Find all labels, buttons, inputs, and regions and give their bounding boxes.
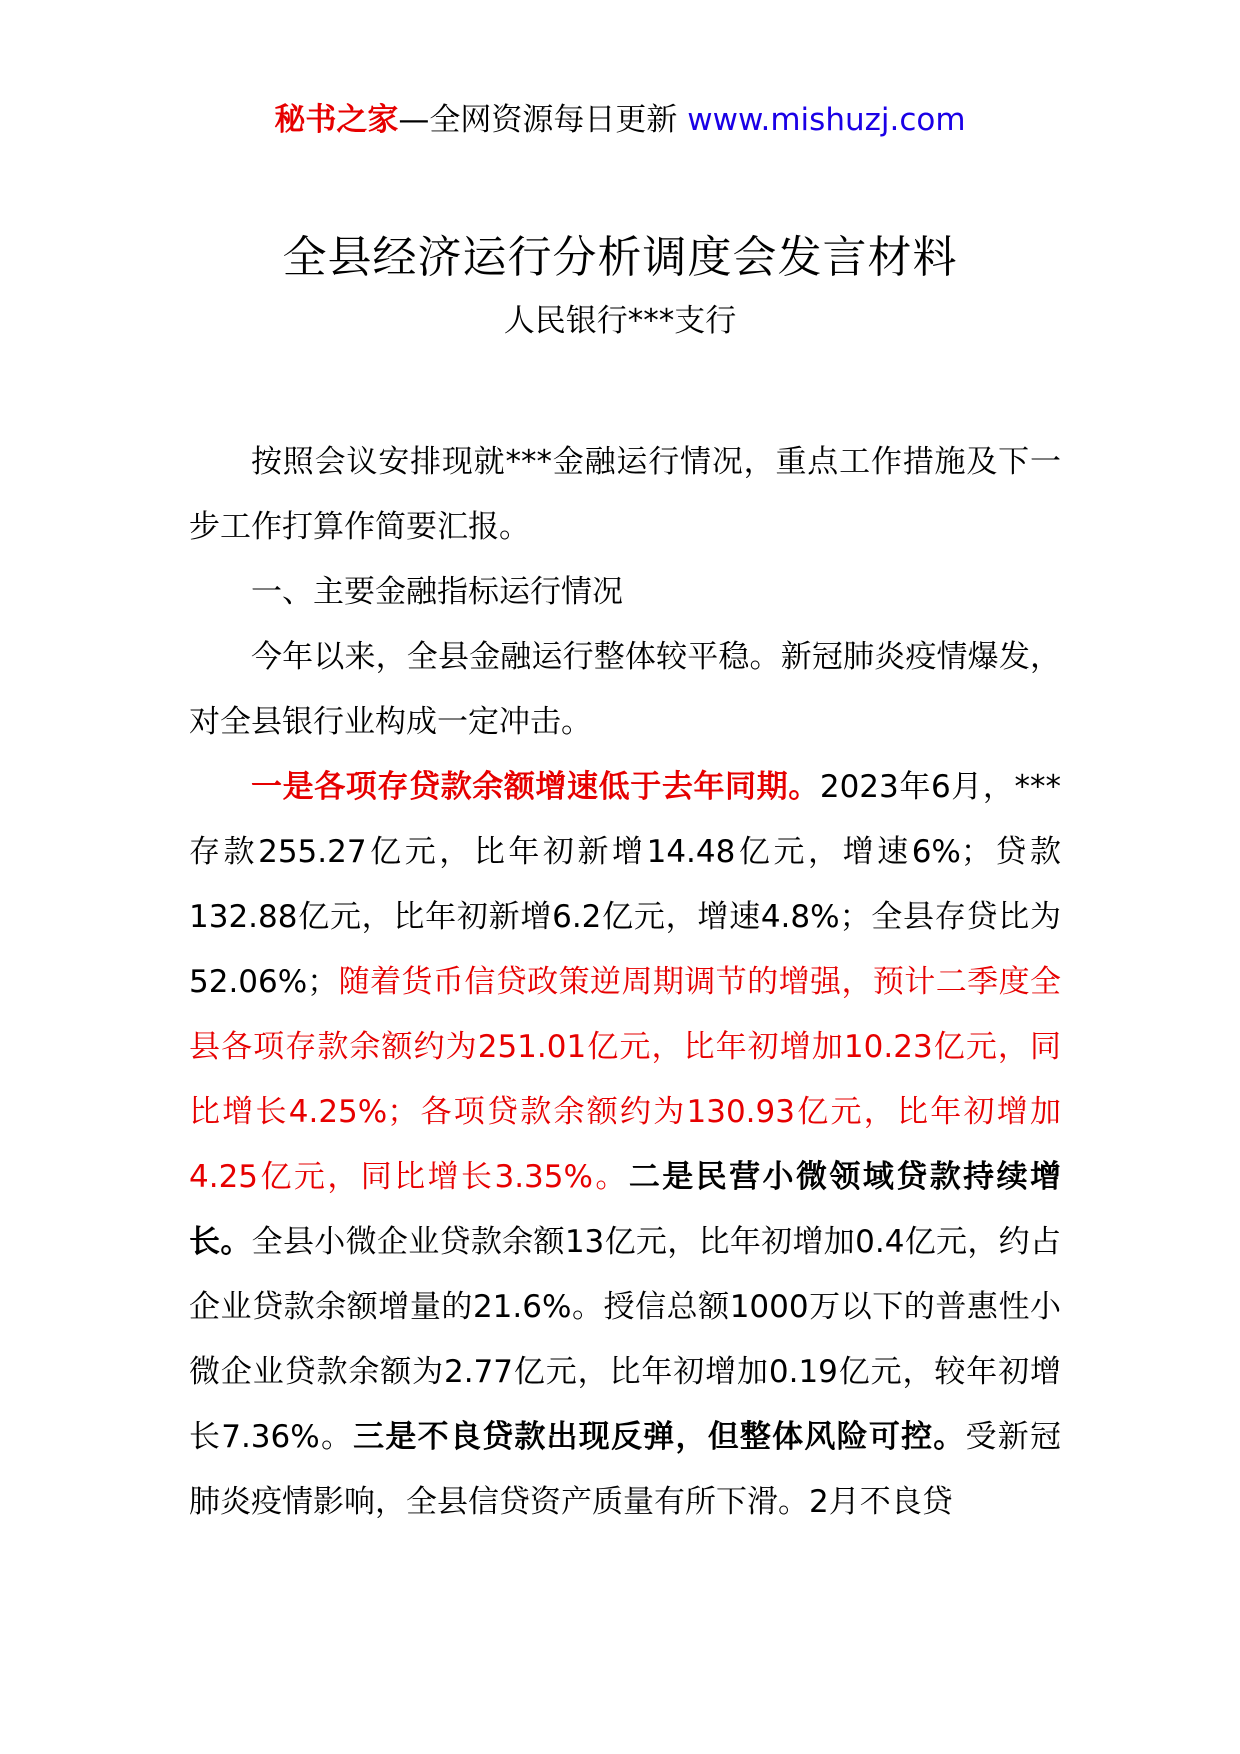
paragraph-overview: 今年以来，全县金融运行整体较平稳。新冠肺炎疫情爆发，对全县银行业构成一定冲击。 [189,639,1061,740]
document-body [189,430,1061,1535]
paragraph-indicators [189,755,1061,1535]
point-2-heading: 二是民营小微领域贷款持续增长。 [189,1159,1062,1260]
paragraph-intro: 按照会议安排现就***金融运行情况，重点工作措施及下一步工作打算作简要汇报。 [189,444,1061,545]
document-title: 全县经济运行分析调度会发言材料 [282,232,958,283]
point-1-forecast: 随着货币信贷政策逆周期调节的增强，预计二季度全县各项存款余额约为251.01亿元，比年初增加10.23亿元，同比增长4.25%；各项贷款余额约为130.93亿元，比年初增加4.25亿元，同比增长3.35%。 [189,964,1061,1195]
point-2-text: 全县小微企业贷款余额13亿元，比年初增加0.4亿元，约占企业贷款余额增量的21.6%。授信总额1000万以下的普惠性小微企业贷款余额为2.77亿元，比年初增加0.19亿元，较年初增长7.36%。 [189,1224,1062,1455]
document-subtitle: 人民银行***支行 [503,303,737,339]
header-tagline: —全网资源每日更新 [398,102,678,138]
section-heading-1: 一、主要金融指标运行情况 [251,574,623,610]
point-1-text: 2023年6月，***存款255.27亿元，比年初新增14.48亿元，增速6%；贷款132.88亿元，比年初新增6.2亿元，增速4.8%；全县存贷比为52.06%； [189,769,1061,1000]
site-url-link[interactable]: www.mishuzj.com [687,102,966,138]
point-1-heading: 一是各项存贷款余额增速低于去年同期。 [251,769,820,805]
site-header [0,100,1240,140]
point-3-heading: 三是不良贷款出现反弹，但整体风险可控。 [353,1419,966,1455]
point-3-text: 受新冠肺炎疫情影响，全县信贷资产质量有所下滑。2月不良贷 [189,1419,1062,1520]
brand-name: 秘书之家 [274,102,399,138]
